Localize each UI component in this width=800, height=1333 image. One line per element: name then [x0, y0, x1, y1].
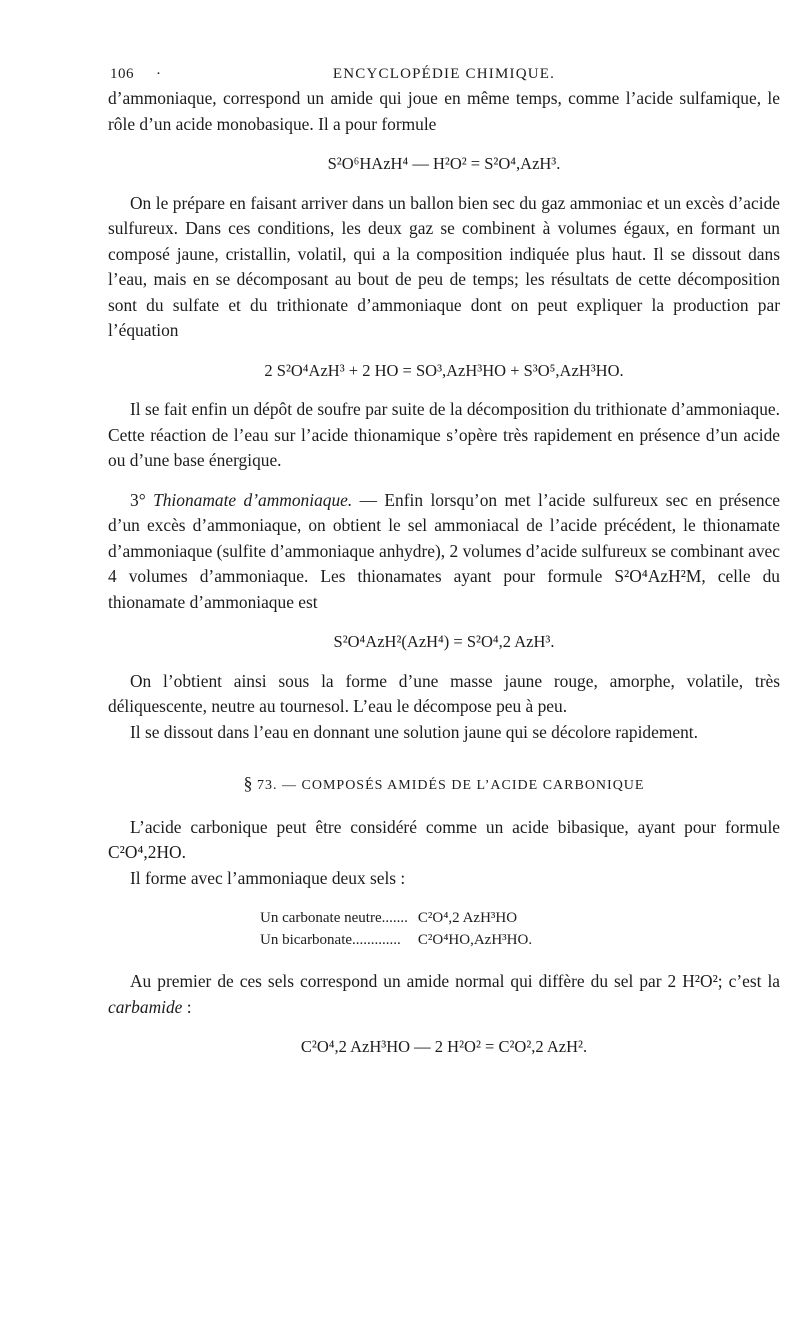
salt-name — [260, 929, 412, 951]
carbamide-colon: : — [182, 996, 192, 1017]
item-number: 3° — [130, 489, 154, 510]
equation-carbamide: C²O⁴,2 AzH³HO — 2 H²O² = C²O²,2 AzH². — [300, 1037, 588, 1056]
item-text: — Enfin lorsqu’on met l’acide sulfureux sec en présence d’un excès d’ammoniaque, on obtient le sel ammoniacal de l’acide précédent, le thionamate d’ammoniaque (sulfite d’ammoniaque anhydre), 2 volumes d’acide sulfureux se combinant avec 4 volumes d’ammoniaque. Les thionamates ayant pour formule S²O⁴AzH²M, celle du thionamate d’ammoniaque est — [108, 489, 781, 612]
running-header — [108, 60, 780, 86]
section-sign: § — [243, 773, 253, 793]
salt-formula: C²O⁴HO,AzH³HO. — [417, 932, 533, 948]
equation-thionamate: S²O⁴AzH²(AzH⁴) = S²O⁴,2 AzH³. — [333, 632, 555, 651]
section-title: COMPOSÉS AMIDÉS DE L’ACIDE CARBONIQUE — [301, 778, 645, 793]
paragraph-carbamide — [108, 969, 780, 1020]
paragraph-two-salts: Il forme avec l’ammoniaque deux sels : — [130, 867, 406, 888]
dot-leader: ....... — [381, 910, 408, 926]
salt-name-text: Un carbonate neutre — [260, 910, 382, 926]
salt-name-text: Un bicarbonate — [260, 932, 353, 948]
paragraph-carbonic-acid: L’acide carbonique peut être considéré comme un acide bibasique, ayant pour formule C²O⁴,2HO. — [108, 816, 780, 862]
paragraph-preparation: On le prépare en faisant arriver dans un ballon bien sec du gaz ammoniac et un excès d’acide sulfureux. Dans ces conditions, les deux gaz se combinent à volumes égaux, en formant un composé jaune, cristallin, volatil, qui a la composition indiquée plus haut. Il se dissout dans l’eau, mais en se décomposant au bout de peu de temps; les résultats de cette décomposition sont du sulfate et du trithionate d’ammoniaque dont on peut expliquer la production par l’équation — [108, 192, 780, 340]
paragraph-properties: On l’obtient ainsi sous la forme d’une masse jaune rouge, amorphe, volatile, très déliquescente, neutre au tournesol. L’eau le décompose peu à peu. — [108, 670, 780, 716]
section-heading — [108, 771, 780, 799]
equation-decomposition: 2 S²O⁴AzH³ + 2 HO = SO³,AzH³HO + S³O⁵,AzH³HO. — [264, 360, 624, 380]
section-number: 73. — [257, 778, 278, 793]
page-number: 106 — [110, 66, 134, 82]
section-dash: — — [282, 778, 298, 793]
table-row — [260, 929, 536, 951]
header-separator: · — [156, 66, 162, 82]
page-body — [108, 86, 780, 1074]
running-title: ENCYCLOPÉDIE CHIMIQUE. — [332, 66, 556, 82]
paragraph-thionamate — [108, 488, 780, 616]
item-title: Thionamate d’ammoniaque. — [153, 489, 353, 510]
salt-name — [260, 907, 412, 929]
dot-leader: ............. — [352, 932, 401, 948]
carbamide-text: Au premier de ces sels correspond un amide normal qui diffère du sel par 2 H²O²; c’est la — [130, 971, 780, 991]
salts-table — [260, 907, 536, 951]
carbamide-term: carbamide — [108, 996, 183, 1017]
salt-formula: C²O⁴,2 AzH³HO — [417, 910, 518, 926]
table-row — [260, 907, 536, 929]
paragraph-sulfur-deposit: Il se fait enfin un dépôt de soufre par suite de la décomposition du trithionate d’ammoniaque. Cette réaction de l’eau sur l’acide thionamique s’opère très rapidement en présence d’un acide ou d’une base énergique. — [108, 399, 780, 470]
equation-thionamic-acid: S²O⁶HAzH⁴ — H²O² = S²O⁴,AzH³. — [327, 154, 561, 173]
paragraph-solution: Il se dissout dans l’eau en donnant une solution jaune qui se décolore rapidement. — [130, 721, 698, 742]
paragraph-continuation: d’ammoniaque, correspond un amide qui joue en même temps, comme l’acide sulfamique, le rôle d’un acide monobasique. Il a pour formule — [108, 88, 780, 134]
